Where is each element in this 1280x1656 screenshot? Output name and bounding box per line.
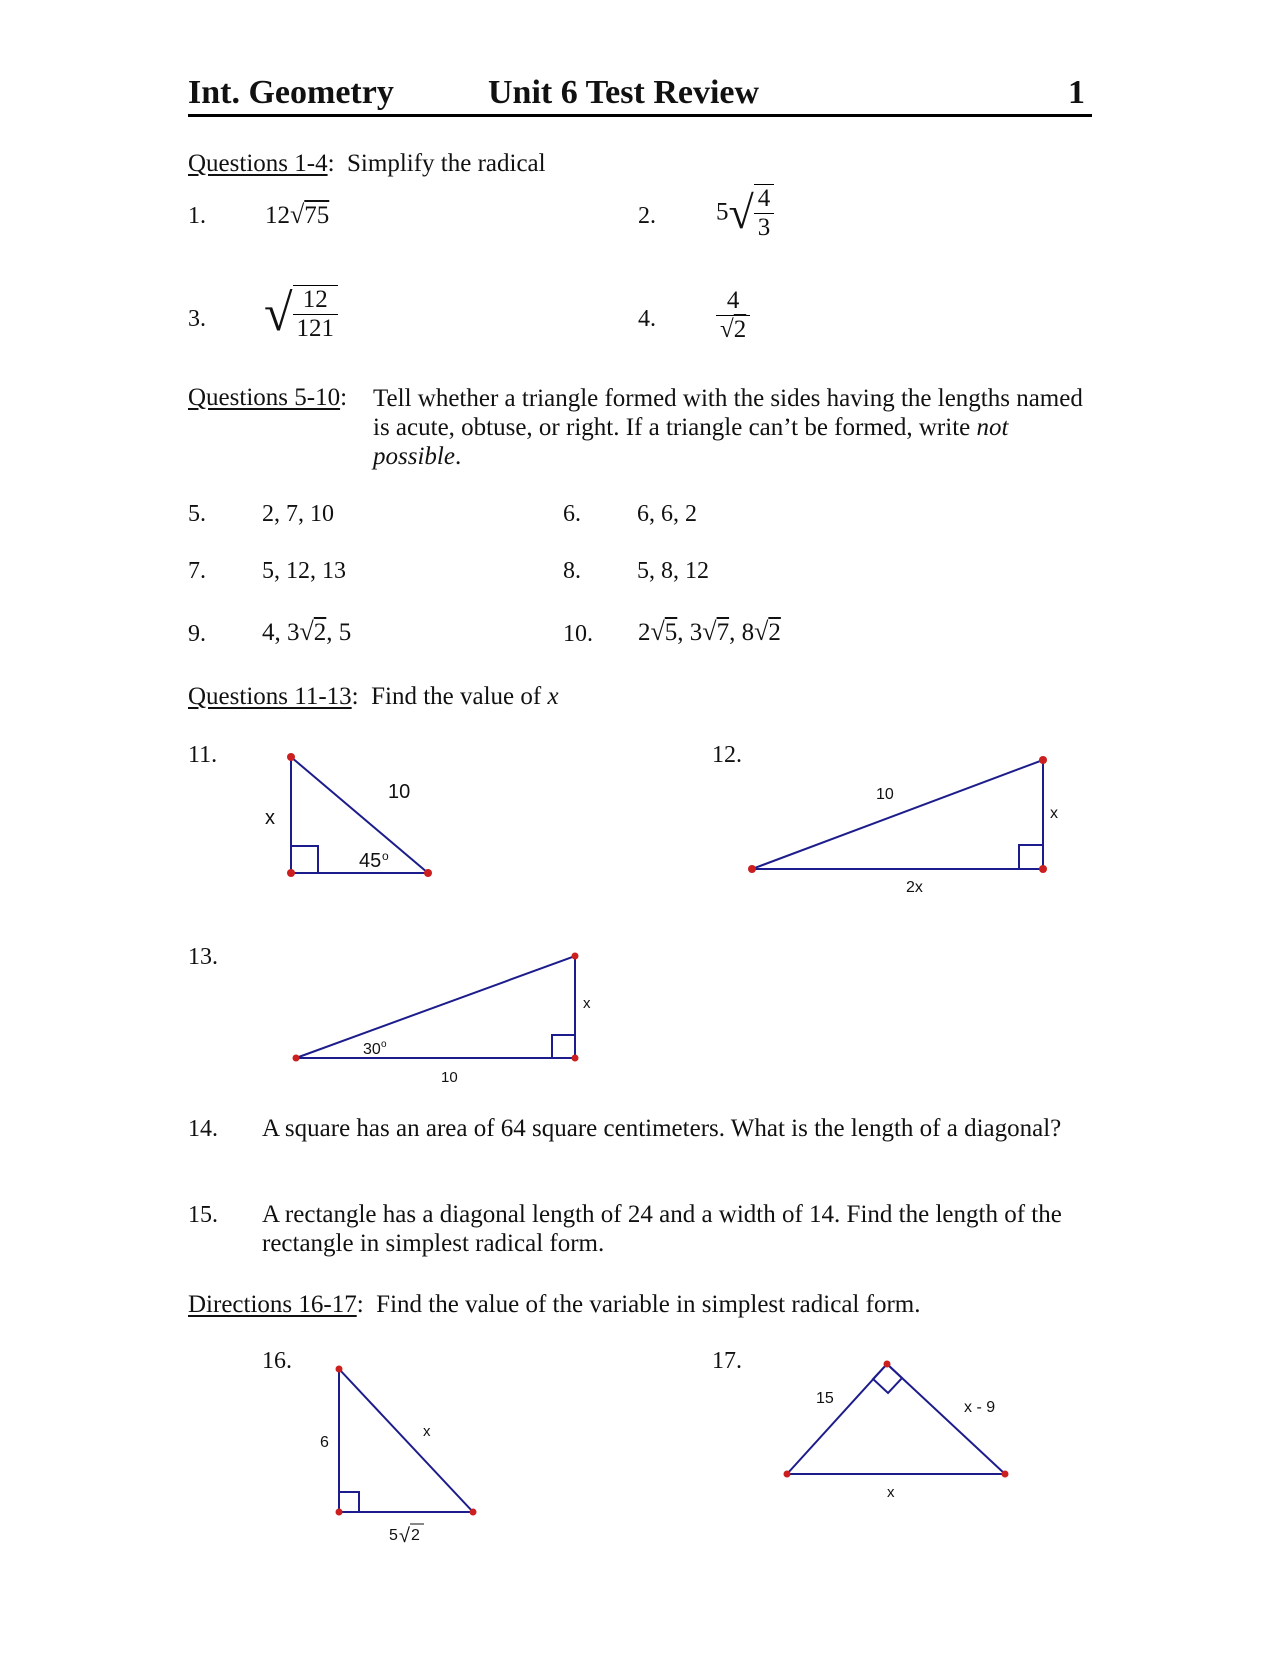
q13-leg-label: x <box>583 995 591 1012</box>
vertex-point <box>336 1509 343 1516</box>
section-2-label: Questions 5-10 <box>188 384 341 411</box>
q10-radicand-3: 2 <box>768 619 781 646</box>
vertex-point <box>1002 1471 1009 1478</box>
q5-number: 5. <box>188 501 206 527</box>
q14-number: 14. <box>188 1116 218 1142</box>
section-1-text: Simplify the radical <box>347 150 546 177</box>
q16-triangle <box>339 1369 473 1512</box>
degree-mark: o <box>381 1039 387 1050</box>
q4-radicand: 2 <box>733 315 747 343</box>
q1-radicand: 75 <box>304 202 330 229</box>
q4-number: 4. <box>638 306 656 332</box>
q16-base-coef: 5 <box>389 1527 398 1544</box>
right-angle-mark <box>339 1492 359 1512</box>
q12-triangle <box>752 760 1043 869</box>
q3-frac-den: 121 <box>296 314 335 342</box>
q16-leg-label: 6 <box>320 1434 329 1451</box>
q1-coef: 12 <box>265 202 290 229</box>
q8-number: 8. <box>563 558 581 584</box>
q6-text: 6, 6, 2 <box>637 501 697 527</box>
right-angle-mark <box>873 1364 902 1393</box>
q10-part-a: 2 <box>638 619 651 646</box>
q12-number: 12. <box>712 742 742 768</box>
q3-frac-num: 12 <box>293 286 339 315</box>
radical-symbol: √ <box>264 285 293 342</box>
vertex-point <box>293 1055 300 1062</box>
q10-part-c: , 8 <box>729 619 755 646</box>
q9-radicand: 2 <box>313 619 327 646</box>
course-title: Int. Geometry <box>188 74 394 111</box>
vertex-point <box>1039 756 1047 764</box>
vertex-point <box>424 869 432 877</box>
q17-figure <box>784 1361 1009 1502</box>
right-angle-mark <box>291 846 318 873</box>
q10-radicand-2: 7 <box>716 619 730 646</box>
page-number: 1 <box>1068 74 1085 111</box>
section-2-text-em: not possible <box>373 414 1009 470</box>
section-1-label: Questions 1-4 <box>188 150 328 177</box>
vertex-point <box>784 1471 791 1478</box>
q10-part-b: , 3 <box>677 619 703 646</box>
q3-number: 3. <box>188 306 206 332</box>
q9-number: 9. <box>188 621 206 647</box>
q15-number: 15. <box>188 1202 218 1228</box>
section-4-heading: Directions 16-17: Find the value of the variable in simplest radical form. <box>188 1291 921 1318</box>
q16-base-radicand: 2 <box>411 1527 420 1544</box>
radical-symbol: √ <box>754 617 769 646</box>
vertex-point <box>884 1361 891 1368</box>
q17-left-label: 15 <box>816 1390 834 1407</box>
q10-radicand-1: 5 <box>664 619 678 646</box>
radical-symbol: √ <box>728 187 754 238</box>
q17-triangle <box>787 1364 1005 1474</box>
vertex-point <box>572 953 579 960</box>
vertex-point <box>1039 865 1047 873</box>
section-3-text: Find the value of <box>371 683 548 710</box>
q6-number: 6. <box>563 501 581 527</box>
q12-figure <box>748 756 1058 896</box>
q2-frac-num: 4 <box>754 185 775 214</box>
section-1-heading: Questions 1-4: Simplify the radical <box>188 150 546 177</box>
q11-number: 11. <box>188 742 218 768</box>
q11-angle-label: 45 <box>359 850 382 872</box>
q16-figure <box>320 1366 477 1548</box>
q13-triangle <box>296 956 575 1058</box>
section-2-label-wrap: Questions 5-10: <box>188 384 348 411</box>
q13-number: 13. <box>188 944 218 970</box>
q9-part-b: , 5 <box>326 619 352 646</box>
q1-number: 1. <box>188 203 206 229</box>
section-4-text: Find the value of the variable in simplest radical form. <box>376 1291 921 1318</box>
radical-symbol: √ <box>299 617 314 646</box>
section-2-text-main: Tell whether a triangle formed with the sides having the lengths named is acute, obtuse, or right. If a triangle can’t be formed, write <box>373 385 1083 441</box>
q2-frac-den: 3 <box>757 213 771 241</box>
q11-figure <box>265 753 432 877</box>
q14-text: A square has an area of 64 square centimeters. What is the length of a diagonal? <box>262 1115 1062 1142</box>
section-3-label: Questions 11-13 <box>188 683 352 710</box>
q17-number: 17. <box>712 1348 742 1374</box>
q13-figure <box>293 953 592 1087</box>
vertex-point <box>287 753 295 761</box>
radical-symbol: √ <box>399 1525 410 1547</box>
degree-mark: o <box>382 849 389 863</box>
q10-number: 10. <box>563 621 593 647</box>
q12-leg-label: x <box>1050 805 1058 822</box>
vertex-point <box>572 1055 579 1062</box>
q13-base-label: 10 <box>441 1069 458 1086</box>
q15-text: A rectangle has a diagonal length of 24 and a width of 14. Find the length of the rectangle in simplest radical form. <box>262 1201 1062 1257</box>
q7-number: 7. <box>188 558 206 584</box>
q2-coef: 5 <box>716 198 729 226</box>
right-angle-mark <box>1019 845 1043 869</box>
right-angle-mark <box>552 1035 575 1058</box>
radical-symbol: √ <box>702 617 717 646</box>
q4-den: √2 <box>720 315 747 343</box>
vertex-point <box>287 869 295 877</box>
q8-text: 5, 8, 12 <box>637 558 709 584</box>
q16-hyp-label: x <box>423 1423 431 1440</box>
q7-text: 5, 12, 13 <box>262 558 346 584</box>
q9-part-a: 4, 3 <box>262 619 300 646</box>
q16-number: 16. <box>262 1348 292 1374</box>
radical-symbol: √ <box>650 617 665 646</box>
q11-leg-label: x <box>265 807 275 829</box>
q13-angle-label: 30 <box>363 1041 381 1058</box>
section-3-heading: Questions 11-13: Find the value of x <box>188 683 559 710</box>
page-title: Unit 6 Test Review <box>488 74 760 111</box>
vertex-point <box>336 1366 343 1373</box>
section-4-label: Directions 16-17 <box>188 1291 357 1318</box>
q12-hyp-label: 10 <box>876 786 894 803</box>
section-2-text-end: . <box>454 443 462 470</box>
q2-number: 2. <box>638 203 656 229</box>
vertex-point <box>748 865 756 873</box>
radical-symbol: √ <box>290 200 305 229</box>
q5-text: 2, 7, 10 <box>262 501 334 527</box>
q11-hyp-label: 10 <box>388 781 411 803</box>
q17-base-label: x <box>887 1484 895 1501</box>
section-3-var: x <box>547 683 559 710</box>
q17-right-label: x - 9 <box>964 1399 996 1416</box>
vertex-point <box>470 1509 477 1516</box>
q12-base-label: 2x <box>906 879 923 896</box>
q4-num: 4 <box>716 287 750 316</box>
